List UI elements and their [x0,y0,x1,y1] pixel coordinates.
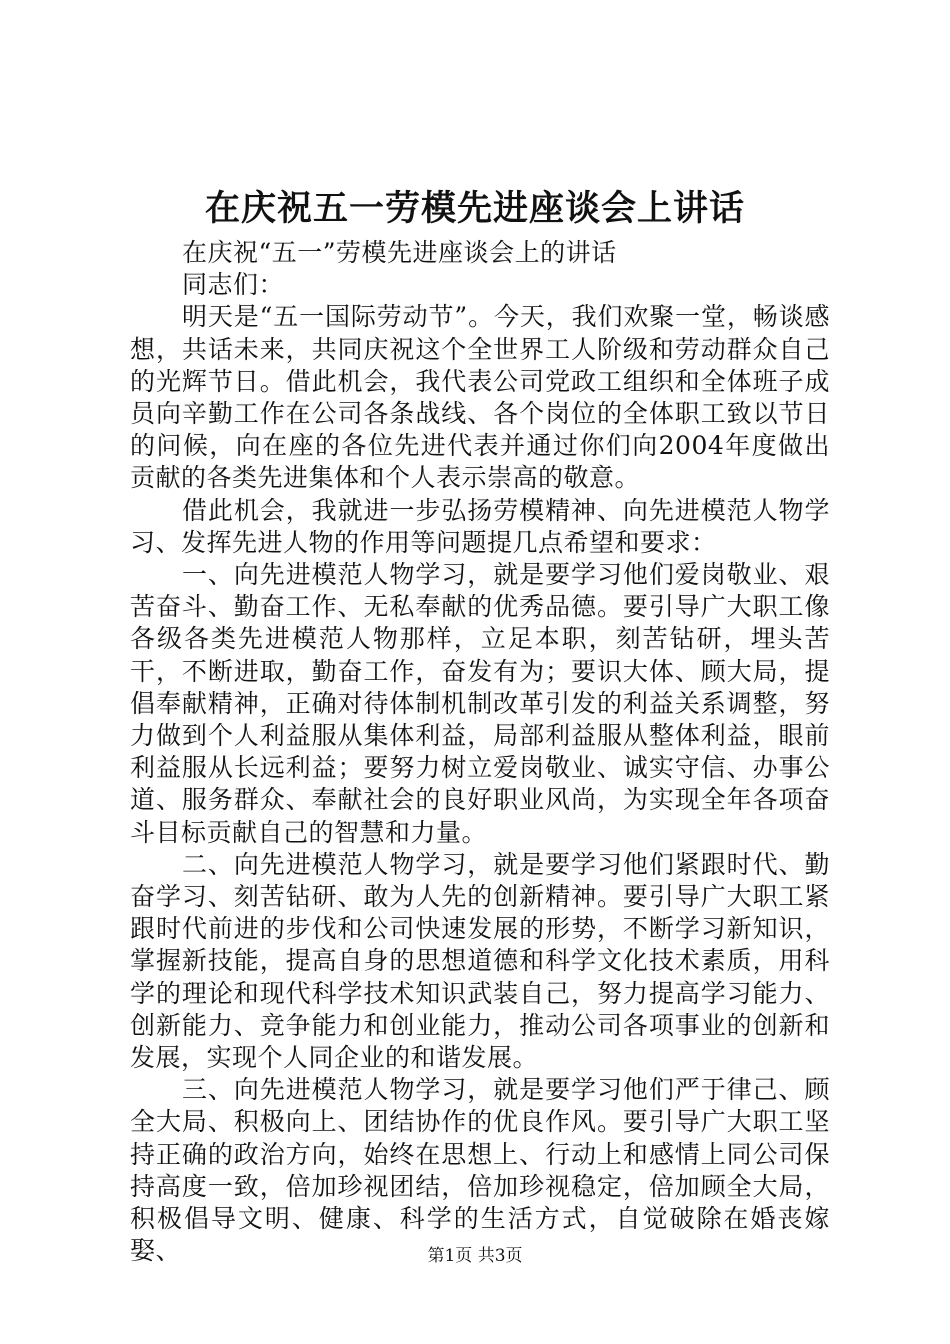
document-body [130,237,830,1268]
document-title: 在庆祝五一劳模先进座谈会上讲话 [204,188,745,229]
paragraph-point-1: 一、向先进模范人物学习，就是要学习他们爱岗敬业、艰苦奋斗、勤奋工作、无私奉献的优秀品德。要引导广大职工像各级各类先进模范人物那样，立足本职，刻苦钻研，埋头苦干，不断进取，勤奋工作，奋发有为；要识大体、顾大局，提倡奉献精神，正确对待体制机制改革引发的利益关系调整，努力做到个人利益服从集体利益，局部利益服从整体利益，眼前利益服从长远利益；要努力树立爱岗敬业、诚实守信、办事公道、服务群众、奉献社会的良好职业风尚，为实现全年各项奋斗目标贡献自己的智慧和力量。 [130,560,830,847]
paragraph-point-3: 三、向先进模范人物学习，就是要学习他们严于律己、顾全大局、积极向上、团结协作的优良作风。要引导广大职工坚持正确的政治方向，始终在思想上、行动上和感情上同公司保持高度一致，倍加珍视团结，倍加珍视稳定，倍加顾全大局，积极倡导文明、健康、科学的生活方式，自觉破除在婚丧嫁娶、 [130,1075,830,1266]
paragraph-transition: 借此机会，我就进一步弘扬劳模精神、向先进模范人物学习、发挥先进人物的作用等问题提几点希望和要求： [130,495,830,557]
paragraph-point-2: 二、向先进模范人物学习，就是要学习他们紧跟时代、勤奋学习、刻苦钻研、敢为人先的创新精神。要引导广大职工紧跟时代前进的步伐和公司快速发展的形势，不断学习新知识，掌握新技能，提高自身的思想道德和科学文化技术素质，用科学的理论和现代科学技术知识武装自己，努力提高学习能力、创新能力、竞争能力和创业能力，推动公司各项事业的创新和发展，实现个人同企业的和谐发展。 [130,849,830,1073]
paragraph-intro: 明天是“五一国际劳动节”。今天，我们欢聚一堂，畅谈感想，共话未来，共同庆祝这个全世界工人阶级和劳动群众自己的光辉节日。借此机会，我代表公司党政工组织和全体班子成员向辛勤工作在公司各条战线、各个岗位的全体职工致以节日的问候，向在座的各位先进代表并通过你们向2004年度做出贡献的各类先进集体和个人表示崇高的敬意。 [130,302,830,493]
page-number-footer: 第1页 共3页 [427,1246,523,1266]
salutation: 同志们： [182,270,285,300]
speech-heading: 在庆祝“五一”劳模先进座谈会上的讲话 [182,238,617,267]
